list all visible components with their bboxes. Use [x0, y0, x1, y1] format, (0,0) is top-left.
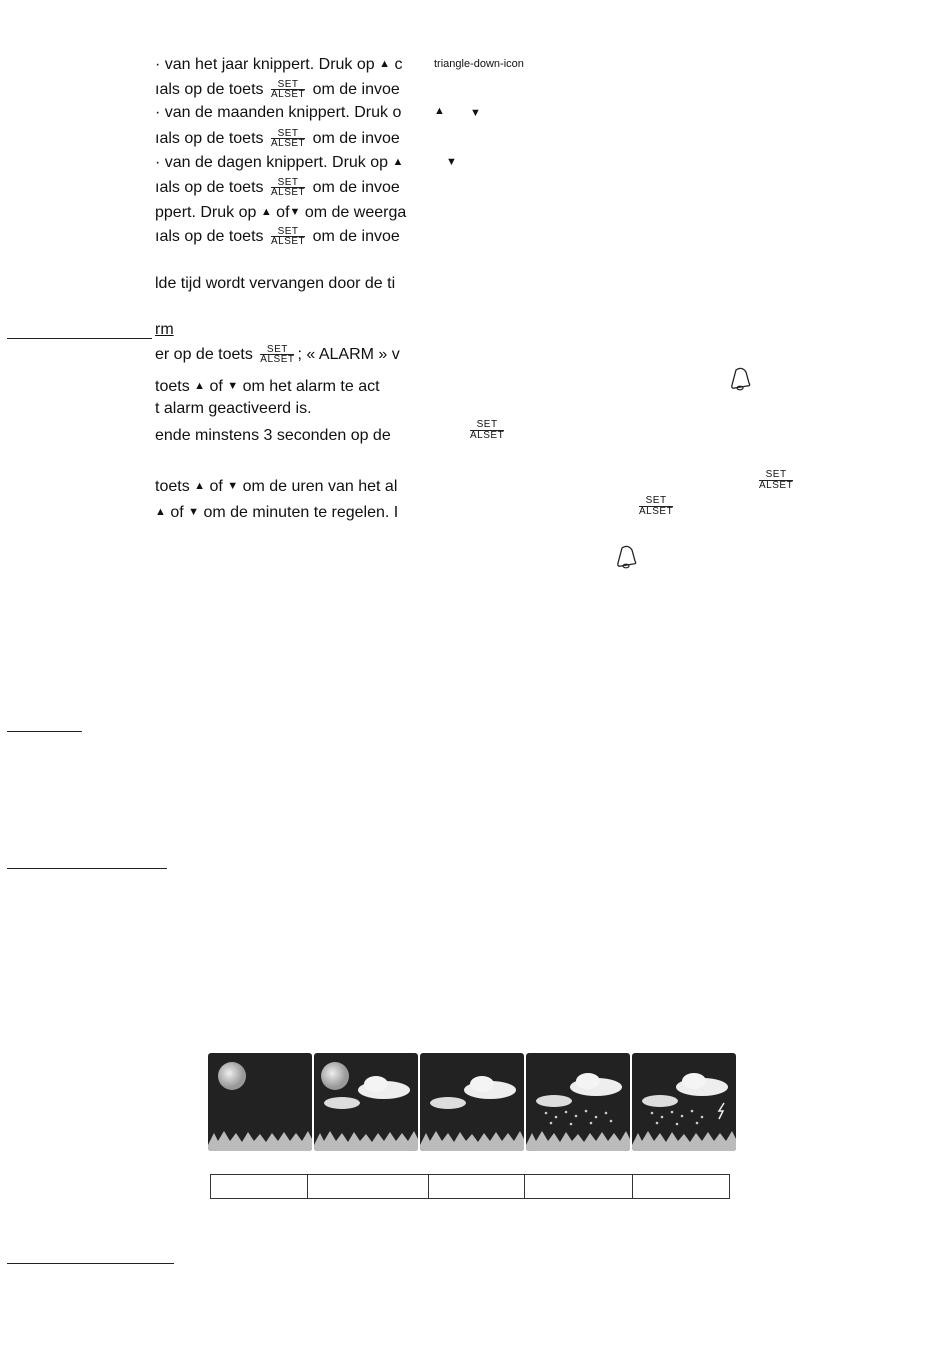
triangle-down-icon: ▼	[188, 506, 200, 518]
text-line: ▲ of ▼ om de minuten te regelen. I	[155, 504, 399, 521]
text-line: ıals op de toets SET ALSET om de invoe	[155, 226, 400, 247]
set-alset-key: SET ALSET	[270, 177, 306, 198]
table-cell	[633, 1175, 729, 1198]
text-line: t alarm geactiveerd is.	[155, 400, 312, 417]
cloudy-icon	[420, 1053, 524, 1151]
table-cell	[211, 1175, 308, 1198]
sunny-icon	[208, 1053, 312, 1151]
section-rule	[7, 1263, 174, 1264]
table-cell	[525, 1175, 633, 1198]
triangle-down-icon: ▼	[470, 107, 481, 119]
text-line: · van de maanden knippert. Druk o	[155, 104, 402, 121]
text-line: ıals op de toets SET ALSET om de invoe	[155, 79, 400, 100]
triangle-up-icon: ▲	[434, 105, 445, 117]
text-line: ıals op de toets SET ALSET om de invoe	[155, 177, 400, 198]
weather-icons-strip	[208, 1053, 738, 1151]
set-alset-key: SET ALSET	[260, 344, 295, 365]
text-line: ende minstens 3 seconden op de	[155, 427, 391, 444]
weather-label-table	[210, 1174, 730, 1199]
section-rule	[7, 338, 152, 339]
table-cell	[308, 1175, 429, 1198]
text-line: · van het jaar knippert. Druk op ▲ c	[155, 56, 403, 73]
bell-icon	[729, 366, 753, 392]
text-line: toets ▲ of ▼ om het alarm te act	[155, 378, 380, 395]
bell-icon	[615, 544, 639, 570]
table-cell	[429, 1175, 525, 1198]
text-line: ppert. Druk op ▲ of▼ om de weerga	[155, 204, 407, 221]
text-line: · van de dagen knippert. Druk op ▲	[155, 154, 404, 171]
set-alset-key: SET ALSET	[270, 128, 306, 149]
triangle-up-icon: ▲	[194, 480, 206, 492]
stormy-icon	[632, 1053, 736, 1151]
set-alset-key: SET ALSET	[639, 495, 674, 517]
set-alset-key: SET ALSET	[270, 79, 306, 100]
triangle-up-icon: ▲	[392, 156, 404, 168]
rainy-icon	[526, 1053, 630, 1151]
triangle-down-icon: ▼	[289, 206, 301, 218]
triangle-up-icon: ▲	[194, 380, 206, 392]
section-rule	[7, 731, 82, 732]
section-rule	[7, 868, 167, 869]
set-alset-key: SET ALSET	[470, 419, 505, 441]
triangle-up-icon: ▲	[379, 58, 390, 70]
section-heading: rm	[155, 321, 174, 338]
triangle-down-icon: ▼	[446, 156, 457, 168]
set-alset-key: SET ALSET	[270, 226, 306, 247]
partly-cloudy-icon	[314, 1053, 418, 1151]
triangle-up-icon: ▲	[155, 506, 166, 518]
text-line: lde tijd wordt vervangen door de ti	[155, 275, 396, 292]
triangle-down-icon: triangle-down-icon	[434, 58, 524, 70]
triangle-up-icon: ▲	[260, 206, 272, 218]
text-line: toets ▲ of ▼ om de uren van het al	[155, 478, 398, 495]
triangle-down-icon: ▼	[227, 480, 239, 492]
set-alset-key: SET ALSET	[759, 469, 794, 491]
text-line: er op de toets SET ALSET ; « ALARM » v	[155, 344, 400, 365]
text-column	[155, 52, 424, 522]
text-line: ıals op de toets SET ALSET om de invoe	[155, 128, 400, 149]
triangle-down-icon: ▼	[227, 380, 239, 392]
